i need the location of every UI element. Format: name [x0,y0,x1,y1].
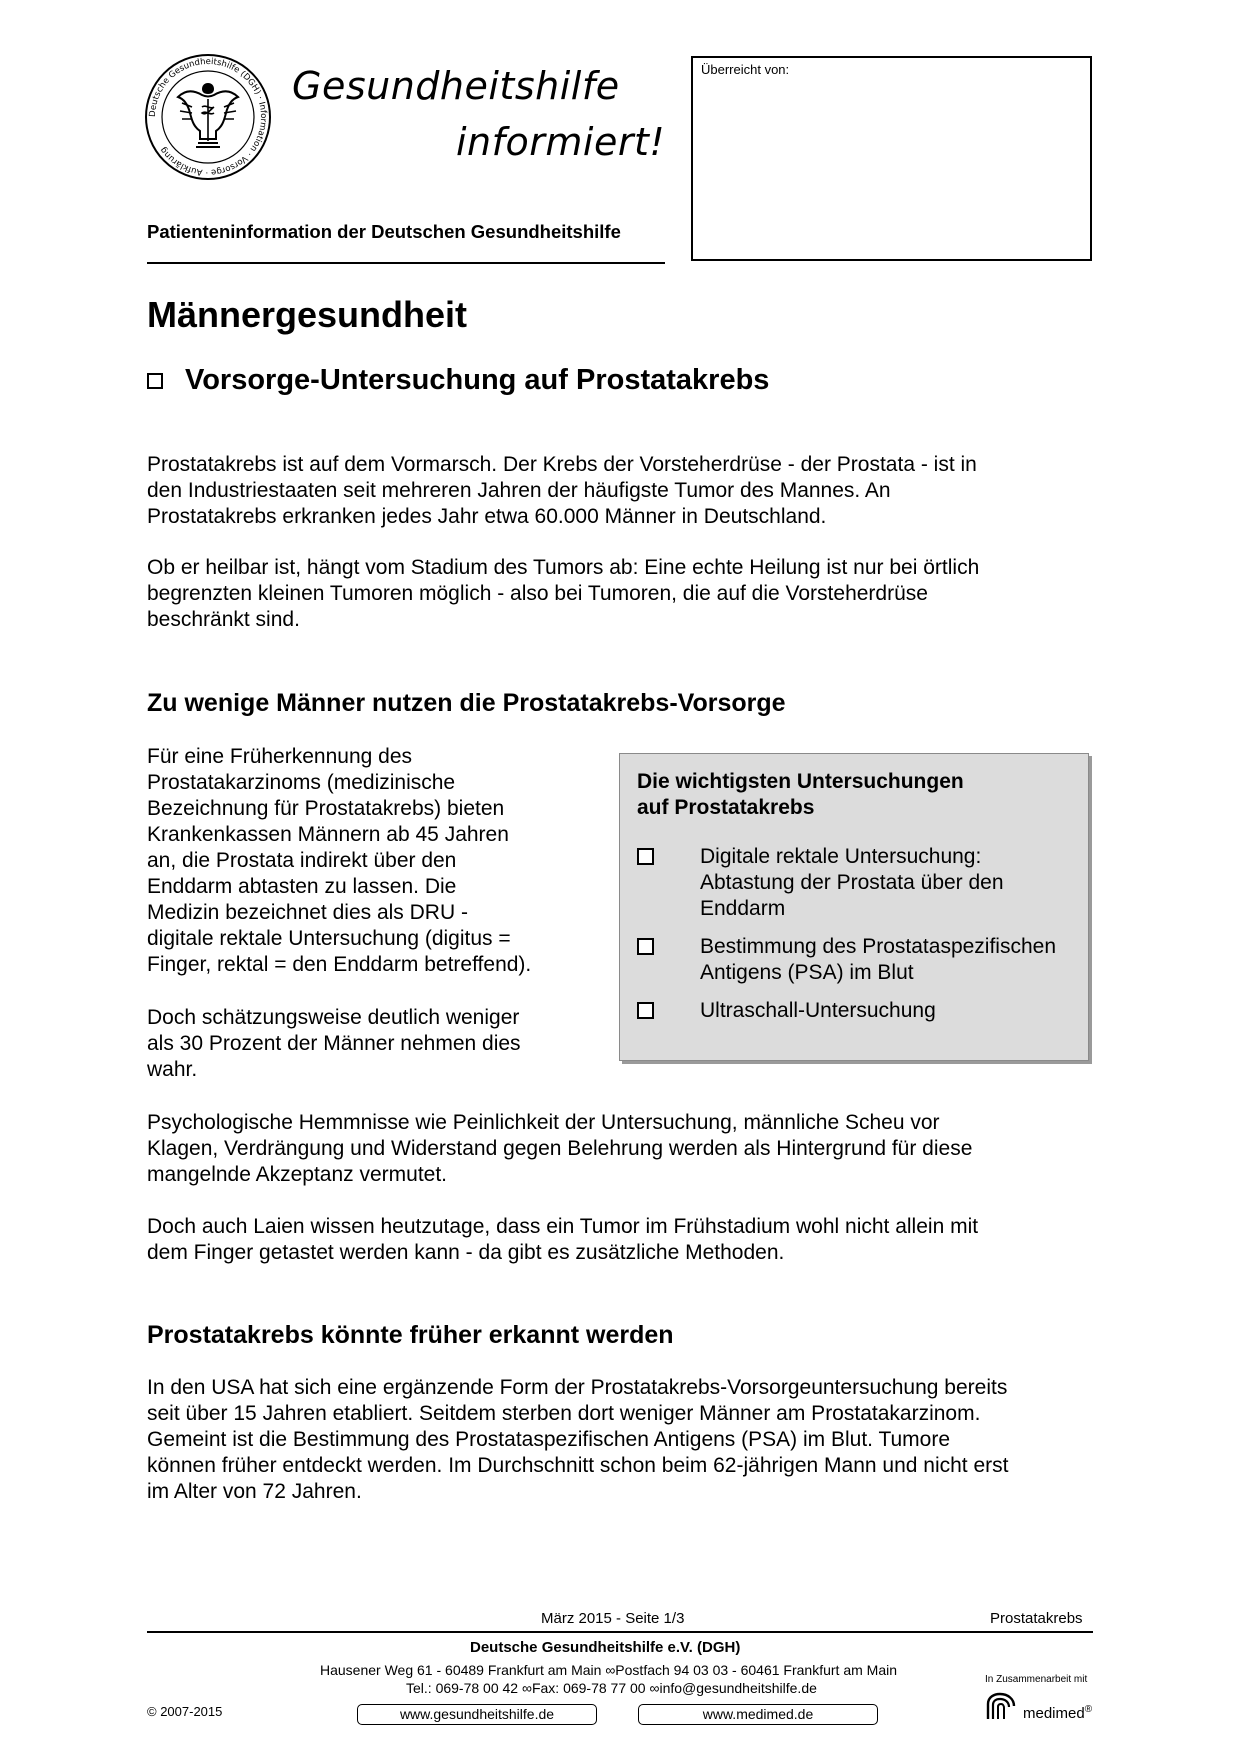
text-line: mangelnde Akzeptanz vermutet. [147,1163,448,1186]
text-line: Für eine Früherkennung des [147,745,412,768]
text-line: begrenzten kleinen Tumoren möglich - also bei Tumoren, die auf die Vorsteherdrüse [147,582,928,605]
link-gesundheitshilfe[interactable]: www.gesundheitshilfe.de [357,1704,597,1725]
text-line: Antigens (PSA) im Blut [700,961,914,984]
partner-name: medimed [1023,1705,1085,1722]
text-line: im Alter von 72 Jahren. [147,1480,362,1503]
footer-organization: Deutsche Gesundheitshilfe e.V. (DGH) [470,1639,741,1656]
text-line: wahr. [147,1058,198,1081]
callout-title [637,769,964,821]
text-line: Psychologische Hemmnisse wie Peinlichkeit der Untersuchung, männliche Scheu vor [147,1111,940,1134]
brand-line-1: Gesundheitshilfe [292,64,620,108]
text-line: dem Finger getastet werden kann - da gibt es zusätzliche Methoden. [147,1241,785,1264]
footer-copyright: © 2007-2015 [147,1704,223,1719]
page-title: Männergesundheit [147,294,468,335]
text-line: digitale rektale Untersuchung (digitus = [147,927,511,950]
text-line: Digitale rektale Untersuchung: [700,845,982,868]
checkbox-bullet-icon [637,848,654,865]
text-line: den Industriestaaten seit mehreren Jahren der häufigste Tumor des Mannes. An [147,479,891,502]
section-heading-1: Zu wenige Männer nutzen die Prostatakrebs-Vorsorge [147,689,786,717]
checkbox-bullet-icon [637,938,654,955]
seal-ring-text: Deutsche Gesundheitshilfe (DGH) · Information · Vorsorge · Aufklärung [147,56,269,178]
checkbox-bullet-icon [637,1002,654,1019]
text-line: Krankenkassen Männern ab 45 Jahren [147,823,509,846]
paragraph-laien [147,1214,978,1266]
text-line: seit über 15 Jahren etabliert. Seitdem sterben dort weniger Männer am Prostatakarzinom. [147,1402,981,1425]
text-line: In den USA hat sich eine ergänzende Form der Prostatakrebs-Vorsorgeuntersuchung bereits [147,1376,1008,1399]
text-line: Doch schätzungsweise deutlich weniger [147,1006,520,1029]
page-subtitle: Vorsorge-Untersuchung auf Prostatakrebs [185,364,770,396]
text-line: als 30 Prozent der Männer nehmen dies [147,1032,521,1055]
header-rule [147,262,665,264]
text-line: Abtastung der Prostata über den [700,871,1004,894]
text-line: an, die Prostata indirekt über den [147,849,457,872]
handout-stamp-box [691,56,1092,261]
intro-paragraph-2 [147,555,979,633]
text-line: Ob er heilbar ist, hängt vom Stadium des Tumors ab: Eine echte Heilung ist nur bei örtlich [147,556,980,579]
text-line: Ultraschall-Untersuchung [700,999,936,1022]
text-line: Bestimmung des Prostataspezifischen [700,935,1057,958]
text-line: Enddarm [700,897,786,920]
checkbox-bullet-icon [147,373,163,389]
registered-mark: ® [1084,1704,1093,1715]
text-line: Prostatakrebs erkranken jedes Jahr etwa 60.000 Männer in Deutschland. [147,505,827,528]
footer-topic: Prostatakrebs [990,1610,1083,1627]
text-line: Medizin bezeichnet dies als DRU - [147,901,468,924]
text-line: Bezeichnung für Prostatakrebs) bieten [147,797,505,820]
footer-date-page: März 2015 - Seite 1/3 [541,1610,685,1627]
patient-info-label: Patienteninformation der Deutschen Gesundheitshilfe [147,221,621,242]
footer-contact: Tel.: 069-78 00 42 ∞Fax: 069-78 77 00 ∞info@gesundheitshilfe.de [406,1680,817,1696]
link-medimed[interactable]: www.medimed.de [638,1704,878,1725]
footer-rule [147,1631,1093,1633]
text-line: Prostatakarzinoms (medizinische [147,771,456,794]
handout-label: Überreicht von: [701,62,790,77]
text-line: Prostatakrebs ist auf dem Vormarsch. Der Krebs der Vorsteherdrüse - der Prostata - ist in [147,453,977,476]
cooperation-label: In Zusammenarbeit mit [985,1674,1088,1685]
text-line: Klagen, Verdrängung und Widerstand gegen Belehrung werden als Hintergrund für diese [147,1137,973,1160]
medimed-wordmark [1023,1704,1092,1722]
paragraph-hemmnisse [147,1110,972,1188]
column-paragraph-1 [147,744,587,978]
intro-paragraph-1 [147,452,977,530]
text-line: Finger, rektal = den Enddarm betreffend). [147,953,532,976]
text-line: beschränkt sind. [147,608,300,631]
column-paragraph-2 [147,1005,587,1083]
section-heading-2: Prostatakrebs könnte früher erkannt werden [147,1321,674,1349]
text-line: Doch auch Laien wissen heutzutage, dass ein Tumor im Frühstadium wohl nicht allein mit [147,1215,979,1238]
text-line: können früher entdeckt werden. Im Durchschnitt schon beim 62-jährigen Mann und nicht erst [147,1454,1009,1477]
callout-title-line: auf Prostatakrebs [637,796,815,819]
callout-title-line: Die wichtigsten Untersuchungen [637,770,964,793]
text-line: Enddarm abtasten zu lassen. Die [147,875,457,898]
footer-address: Hausener Weg 61 - 60489 Frankfurt am Main ∞Postfach 94 03 03 - 60461 Frankfurt am Main [320,1662,898,1678]
brand-line-2: informiert! [456,120,666,164]
medimed-logo-icon [986,1692,1016,1720]
subtitle-row [147,364,769,397]
examinations-callout-box [619,753,1089,1061]
text-line: Gemeint ist die Bestimmung des Prostataspezifischen Antigens (PSA) im Blut. Tumore [147,1428,951,1451]
paragraph-usa [147,1375,1008,1505]
dgh-seal-logo [144,53,272,181]
